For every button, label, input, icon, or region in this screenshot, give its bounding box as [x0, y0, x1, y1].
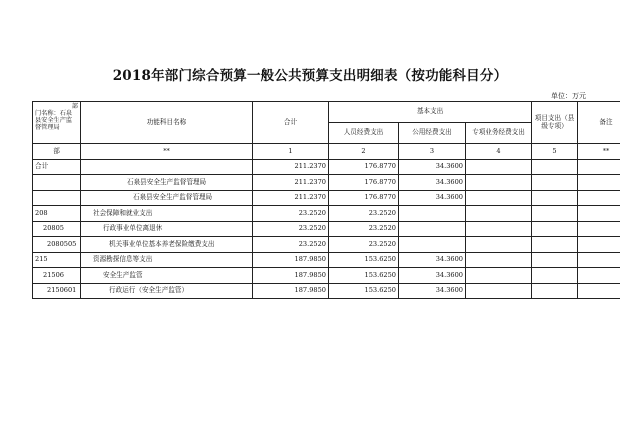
table-row — [33, 206, 620, 222]
project-cell — [532, 252, 578, 268]
table-row — [33, 283, 620, 299]
project-cell — [532, 190, 578, 206]
remark-cell — [578, 221, 620, 237]
project-cell — [532, 175, 578, 191]
public-header: 公用经费支出 — [399, 123, 466, 144]
special-cell — [466, 175, 532, 191]
personnel-cell: 153.6250 — [329, 268, 399, 284]
name-cell: 社会保障和就业支出 — [81, 206, 253, 222]
personnel-cell: 176.8770 — [329, 190, 399, 206]
project-cell — [532, 159, 578, 175]
remark-cell — [578, 190, 620, 206]
total-cell: 211.2370 — [253, 190, 329, 206]
total-cell: 23.2520 — [253, 237, 329, 253]
code-cell: 合计 — [33, 159, 81, 175]
personnel-cell: 23.2520 — [329, 221, 399, 237]
code-cell: 20805 — [33, 221, 81, 237]
project-cell — [532, 206, 578, 222]
remark-cell — [578, 268, 620, 284]
index-cell: 3 — [399, 144, 466, 160]
total-cell: 187.9850 — [253, 283, 329, 299]
table-row — [33, 252, 620, 268]
table-row — [33, 190, 620, 206]
public-cell — [399, 237, 466, 253]
total-cell: 211.2370 — [253, 159, 329, 175]
remark-cell — [578, 237, 620, 253]
name-cell: 行政事业单位离退休 — [81, 221, 253, 237]
index-cell: ** — [81, 144, 253, 160]
personnel-cell: 176.8770 — [329, 175, 399, 191]
name-cell: 石泉县安全生产监督管理局 — [81, 190, 253, 206]
personnel-header: 人员经费支出 — [329, 123, 399, 144]
page-title: 2018年部门综合预算一般公共预算支出明细表（按功能科目分） — [112, 68, 508, 84]
special-cell — [466, 283, 532, 299]
table-row — [33, 159, 620, 175]
special-cell — [466, 252, 532, 268]
name-cell: 机关事业单位基本养老保险缴费支出 — [81, 237, 253, 253]
index-cell: 部 — [33, 144, 81, 160]
name-cell: 石泉县安全生产监督管理局 — [81, 175, 253, 191]
total-header: 合计 — [253, 102, 329, 144]
remark-cell — [578, 252, 620, 268]
project-cell — [532, 237, 578, 253]
personnel-cell: 153.6250 — [329, 252, 399, 268]
total-cell: 211.2370 — [253, 175, 329, 191]
project-cell — [532, 221, 578, 237]
table-row — [33, 237, 620, 253]
index-row — [33, 144, 620, 160]
project-cell — [532, 268, 578, 284]
index-cell: 5 — [532, 144, 578, 160]
project-cell — [532, 283, 578, 299]
remark-cell — [578, 283, 620, 299]
table-row — [33, 221, 620, 237]
public-cell: 34.3600 — [399, 252, 466, 268]
total-cell: 187.9850 — [253, 268, 329, 284]
special-cell — [466, 221, 532, 237]
public-cell: 34.3600 — [399, 268, 466, 284]
special-header: 专项业务经费支出 — [466, 123, 532, 144]
special-cell — [466, 190, 532, 206]
code-cell: 2150601 — [33, 283, 81, 299]
personnel-cell: 23.2520 — [329, 237, 399, 253]
special-cell — [466, 206, 532, 222]
table-row — [33, 175, 620, 191]
public-cell — [399, 221, 466, 237]
name-cell — [81, 159, 253, 175]
unit-label: 单位：万元 — [551, 92, 586, 100]
code-cell: 215 — [33, 252, 81, 268]
project-header: 项目支出（县级专项） — [532, 102, 578, 144]
remark-header: 备注 — [578, 102, 620, 144]
public-cell: 34.3600 — [399, 159, 466, 175]
code-cell — [33, 175, 81, 191]
code-cell: 21506 — [33, 268, 81, 284]
dept-header-cell — [33, 102, 81, 144]
public-cell — [399, 206, 466, 222]
remark-cell — [578, 159, 620, 175]
code-cell: 2080505 — [33, 237, 81, 253]
code-cell: 208 — [33, 206, 81, 222]
func-name-header: 功能科目名称 — [81, 102, 253, 144]
total-cell: 187.9850 — [253, 252, 329, 268]
name-cell: 行政运行（安全生产监管） — [81, 283, 253, 299]
dept-header-top: 部 — [71, 103, 78, 110]
total-cell: 23.2520 — [253, 221, 329, 237]
public-cell: 34.3600 — [399, 175, 466, 191]
table-row — [33, 268, 620, 284]
header-row-1 — [33, 102, 620, 123]
name-cell: 安全生产监管 — [81, 268, 253, 284]
budget-table — [32, 101, 620, 299]
dept-header-name: 门名称：石泉县安全生产监督管理局 — [35, 110, 73, 132]
index-cell: ** — [578, 144, 620, 160]
personnel-cell: 176.8770 — [329, 159, 399, 175]
public-cell: 34.3600 — [399, 283, 466, 299]
index-cell: 4 — [466, 144, 532, 160]
index-cell: 2 — [329, 144, 399, 160]
name-cell: 资源勘探信息等支出 — [81, 252, 253, 268]
index-cell: 1 — [253, 144, 329, 160]
special-cell — [466, 159, 532, 175]
total-cell: 23.2520 — [253, 206, 329, 222]
code-cell — [33, 190, 81, 206]
special-cell — [466, 268, 532, 284]
personnel-cell: 23.2520 — [329, 206, 399, 222]
special-cell — [466, 237, 532, 253]
personnel-cell: 153.6250 — [329, 283, 399, 299]
public-cell: 34.3600 — [399, 190, 466, 206]
remark-cell — [578, 175, 620, 191]
remark-cell — [578, 206, 620, 222]
basic-header: 基本支出 — [329, 102, 532, 123]
